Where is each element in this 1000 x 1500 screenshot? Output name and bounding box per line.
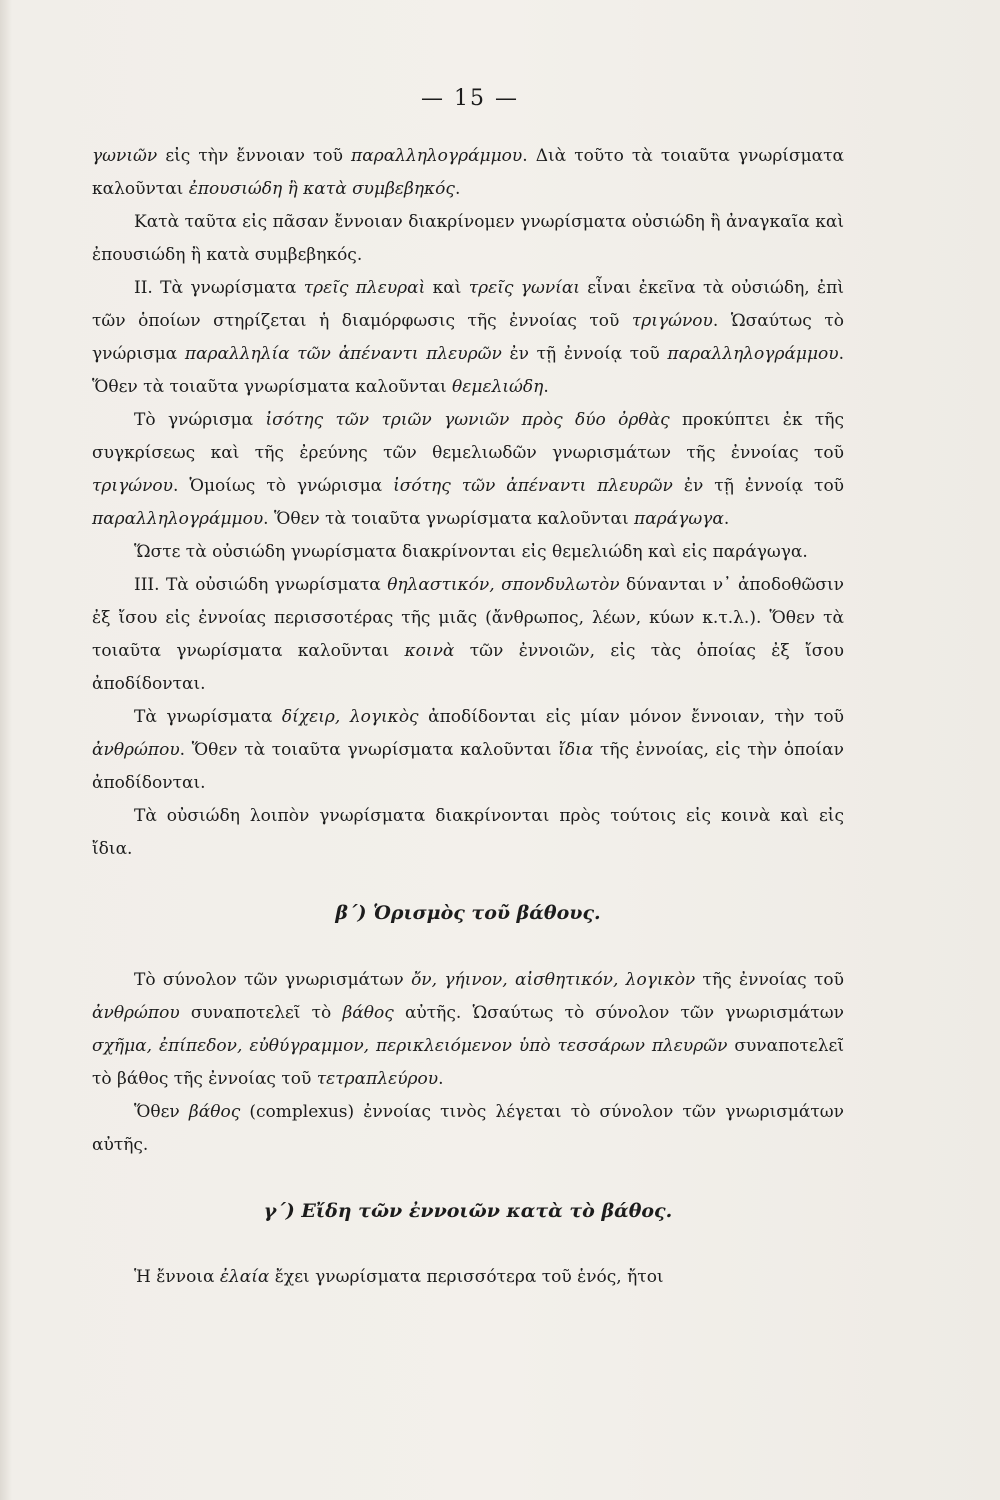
heading-concept-types: γ΄) Εἴδη τῶν ἐννοιῶν κατὰ τὸ βάθος. bbox=[263, 1200, 673, 1222]
text-run: . bbox=[438, 1069, 444, 1089]
italic-term: ὄν, γήινον, αἰσθητικόν, λογικὸν bbox=[411, 970, 696, 990]
italic-term: βάθος bbox=[188, 1102, 241, 1122]
italic-term: τριγώνου bbox=[631, 311, 713, 331]
text-run: ἔχει γνωρίσματα περισσότερα τοῦ ἑνός, ἤτοι bbox=[269, 1267, 664, 1287]
italic-term: παραλληλογράμμου bbox=[92, 509, 264, 529]
text-run: . Ὡσαύτως τὸ γνώρισμα bbox=[92, 311, 844, 364]
text-run: τῆς ἐννοίας τοῦ bbox=[695, 970, 844, 990]
text-run: ἐν τῇ ἐννοίᾳ τοῦ bbox=[501, 344, 668, 364]
text-run: ἐν τῇ ἐννοίᾳ τοῦ bbox=[672, 476, 845, 496]
text-run: εἶναι ἐκεῖνα τὰ οὐσιώδη, ἐπὶ τῶν ὁποίων στηρίζεται ἡ διαμόρφωσις τῆς ἐννοίας τοῦ bbox=[92, 278, 845, 331]
italic-term: ἰσότης τῶν τριῶν γωνιῶν πρὸς δύο ὀρθὰς bbox=[265, 410, 670, 430]
heading-depth-definition: β΄) Ὁρισμὸς τοῦ βάθους. bbox=[335, 902, 601, 924]
text-run: συναποτελεῖ τὸ bbox=[179, 1003, 343, 1023]
italic-term: βάθος bbox=[342, 1003, 394, 1023]
italic-term: παραλληλογράμμου bbox=[351, 146, 523, 166]
paragraph bbox=[92, 569, 844, 701]
text-run: ΙΙ. Τὰ γνωρίσματα bbox=[134, 278, 304, 298]
text-run: . Ὅθεν τὰ τοιαῦτα γνωρίσματα καλοῦνται bbox=[92, 344, 844, 397]
italic-term: γωνιῶν bbox=[92, 146, 158, 166]
text-run: Ὅθεν bbox=[134, 1102, 189, 1122]
paragraph bbox=[92, 404, 844, 536]
text-run: . bbox=[543, 377, 549, 397]
italic-term: ἰσότης τῶν ἀπέναντι πλευρῶν bbox=[393, 476, 673, 496]
italic-term: θεμελιώδη bbox=[452, 377, 544, 397]
page-body bbox=[92, 140, 844, 1294]
italic-term: ἀνθρώπου bbox=[92, 740, 180, 760]
text-run: καὶ bbox=[425, 278, 469, 298]
text-run: Τὸ γνώρισμα bbox=[134, 410, 266, 430]
text-run: τῆς ἐννοίας, εἰς τὴν ὁποίαν ἀποδίδονται. bbox=[92, 740, 844, 793]
section-top bbox=[92, 140, 844, 866]
italic-term: παραλληλογράμμου bbox=[667, 344, 839, 364]
text-run: Ὥστε τὰ οὐσιώδη γνωρίσματα διακρίνονται εἰς θεμελιώδη καὶ εἰς παράγωγα. bbox=[134, 542, 808, 562]
paragraph bbox=[92, 536, 844, 569]
italic-term: τετραπλεύρου bbox=[316, 1069, 439, 1089]
paragraph bbox=[92, 701, 844, 800]
italic-term: κοινὰ bbox=[404, 641, 455, 661]
italic-term: ἴδια bbox=[558, 740, 594, 760]
text-run: εἰς τὴν ἔννοιαν τοῦ bbox=[157, 146, 352, 166]
text-run: Κατὰ ταῦτα εἰς πᾶσαν ἔννοιαν διακρίνομεν γνωρίσματα οὐσιώδη ἢ ἀναγκαῖα καὶ ἐπουσιώδη ἢ κατὰ συμβεβηκός. bbox=[92, 212, 844, 265]
text-run: προκύπτει ἐκ τῆς συγκρίσεως καὶ τῆς ἐρεύνης τῶν θεμελιωδῶν γνωρισμάτων τῆς ἐννοίας τοῦ bbox=[92, 410, 845, 463]
text-run: . Ὁμοίως τὸ γνώρισμα bbox=[173, 476, 394, 496]
italic-term: τρεῖς πλευραὶ bbox=[303, 278, 426, 298]
italic-term: ἐπουσιώδη ἢ κατὰ συμβεβηκός bbox=[188, 179, 455, 199]
page-number: — 15 — bbox=[421, 86, 519, 111]
italic-term: ἀνθρώπου bbox=[92, 1003, 180, 1023]
text-run: Τὸ σύνολον τῶν γνωρισμάτων bbox=[134, 970, 412, 990]
paragraph bbox=[92, 1261, 844, 1294]
paragraph bbox=[92, 964, 844, 1096]
paragraph bbox=[92, 272, 844, 404]
text-run: . Ὅθεν τὰ τοιαῦτα γνωρίσματα καλοῦνται bbox=[179, 740, 559, 760]
paragraph bbox=[92, 1096, 844, 1162]
text-run: Ἡ ἔννοια bbox=[134, 1267, 220, 1287]
text-run: . Διὰ τοῦτο τὰ τοιαῦτα γνωρίσματα καλοῦνται bbox=[92, 146, 844, 199]
paragraph bbox=[92, 140, 844, 206]
text-run: ἀποδίδονται εἰς μίαν μόνον ἔννοιαν, τὴν τοῦ bbox=[418, 707, 844, 727]
italic-term: θηλαστικόν, σπονδυλωτὸν bbox=[387, 575, 620, 595]
text-run: τῶν ἐννοιῶν, εἰς τὰς ὁποίας ἐξ ἴσου ἀποδίδονται. bbox=[92, 641, 844, 694]
text-run: . bbox=[454, 179, 461, 199]
text-run: δύνανται ν᾿ ἀποδοθῶσιν ἐξ ἴσου εἰς ἐννοίας περισσοτέρας τῆς μιᾶς (ἄνθρωπος, λέων, κύων κ.τ.λ.). Ὅθεν τὰ τοιαῦτα γνωρίσματα καλοῦνται bbox=[92, 575, 845, 661]
italic-term: τριγώνου bbox=[92, 476, 173, 496]
text-run: αὐτῆς. Ὡσαύτως τὸ σύνολον τῶν γνωρισμάτων bbox=[393, 1003, 844, 1023]
paragraph bbox=[92, 800, 844, 866]
section-depth-definition bbox=[92, 964, 844, 1162]
italic-term: παράγωγα bbox=[634, 509, 724, 529]
italic-term: τρεῖς γωνίαι bbox=[468, 278, 580, 298]
text-run: . bbox=[723, 509, 730, 529]
text-run: Τὰ γνωρίσματα bbox=[134, 707, 282, 727]
paragraph bbox=[92, 206, 844, 272]
italic-term: ἐλαία bbox=[219, 1267, 270, 1287]
text-run: . Ὅθεν τὰ τοιαῦτα γνωρίσματα καλοῦνται bbox=[263, 509, 635, 529]
text-run: συναποτελεῖ τὸ βάθος τῆς ἐννοίας τοῦ bbox=[92, 1036, 844, 1089]
italic-term: παραλληλία τῶν ἀπέναντι πλευρῶν bbox=[184, 344, 502, 364]
italic-term: δίχειρ, λογικὸς bbox=[281, 707, 419, 727]
text-run: ΙΙΙ. Τὰ οὐσιώδη γνωρίσματα bbox=[134, 575, 388, 595]
italic-term: σχῆμα, ἐπίπεδον, εὐθύγραμμον, περικλειόμενον ὑπὸ τεσσάρων πλευρῶν bbox=[92, 1036, 728, 1056]
text-run: (complexus) ἐννοίας τινὸς λέγεται τὸ σύνολον τῶν γνωρισμάτων αὐτῆς. bbox=[92, 1102, 845, 1155]
text-run: Τὰ οὐσιώδη λοιπὸν γνωρίσματα διακρίνονται πρὸς τούτοις εἰς κοινὰ καὶ εἰς ἴδια. bbox=[92, 806, 844, 859]
section-concept-types bbox=[92, 1261, 844, 1294]
